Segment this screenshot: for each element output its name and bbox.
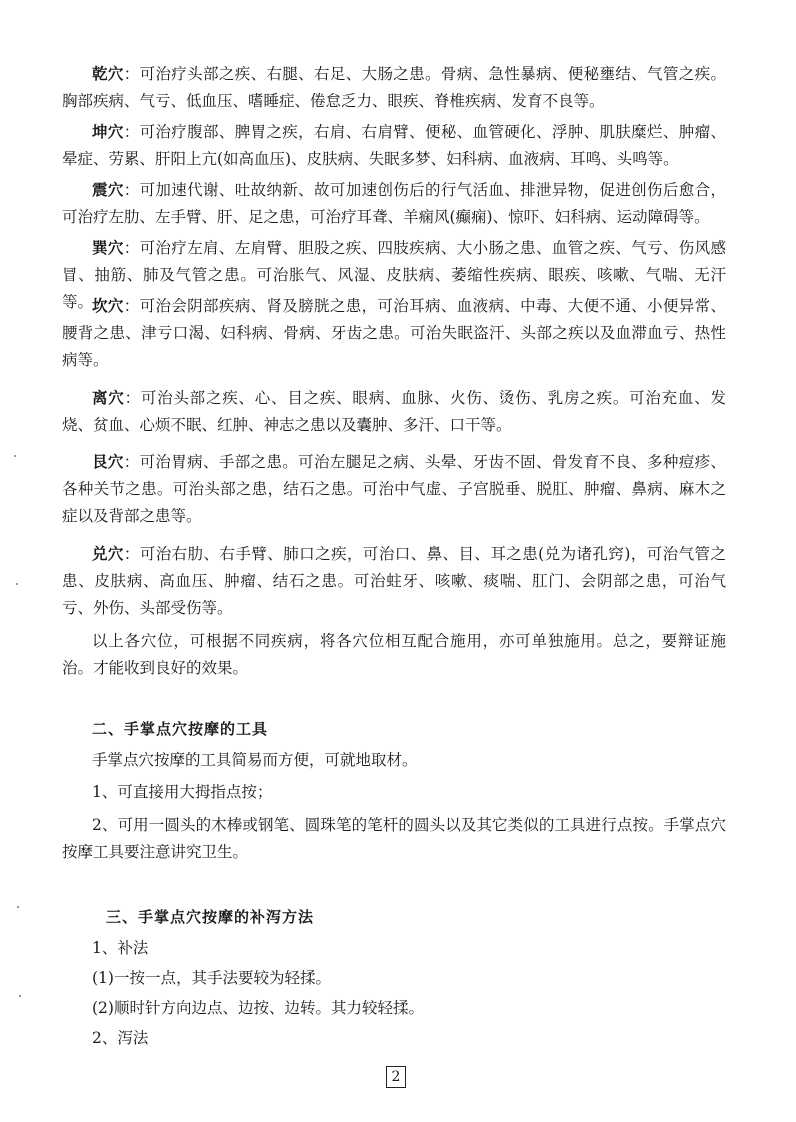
acupoint-term-kan: 坎穴 (92, 296, 124, 315)
acupoint-term-gen: 艮穴 (92, 452, 124, 471)
acupoint-text-xun: ：可治疗左肩、左肩臂、胆股之疾、四肢疾病、大小肠之患、血管之疾、气亏、伤风感冒、抽筋、肺及气管之患。可治胀气、风湿、皮肤病、萎缩性疾病、眼疾、咳嗽、气喘、无汗等。 (62, 239, 726, 311)
method-tonify-item-2: (2)顺时针方向边点、边按、边转。其力较轻揉。 (92, 999, 424, 1017)
method-reduce-title: 2、泻法 (92, 1029, 149, 1047)
method-tonify-item-1: (1)一按一点，其手法要较为轻揉。 (92, 969, 331, 987)
scan-speck (16, 583, 18, 585)
scan-speck (17, 906, 19, 908)
acupoint-text-kun: ：可治疗腹部、脾胃之疾，右肩、右肩臂、便秘、血管硬化、浮肿、肌肤糜烂、肿瘤、晕症、劳累、肝阳上亢(如高血压)、皮肤病、失眠多梦、妇科病、血液病、耳鸣、头鸣等。 (62, 123, 726, 168)
tools-item-2: 2、可用一圆头的木棒或钢笔、圆珠笔的笔杆的圆头以及其它类似的工具进行点按。手掌点穴按摩工具要注意讲究卫生。 (62, 816, 726, 861)
acupoint-text-li: ：可治头部之疾、心、目之疾、眼病、血脉、火伤、烫伤、乳房之疾。可治充血、发烧、贫血、心烦不眠、红肿、神志之患以及囊肿、多汗、口干等。 (62, 389, 726, 434)
acupoint-text-zhen: ：可加速代谢、吐故纳新、故可加速创伤后的行气活血、排泄异物，促进创伤后愈合，可治疗左肋、左手臂、肝、足之患，可治疗耳聋、羊痫风(癫痫)、惊吓、妇科病、运动障碍等。 (62, 181, 726, 226)
paragraph-zhen (62, 176, 726, 231)
acupoint-term-xun: 巽穴 (92, 238, 124, 257)
acupoint-term-zhen: 震穴 (92, 180, 124, 199)
page-number: 2 (386, 1066, 406, 1088)
paragraph-kan (62, 292, 726, 374)
paragraph-qian (62, 60, 726, 115)
tools-item-1: 1、可直接用大拇指点按； (92, 783, 273, 801)
scan-speck (14, 455, 16, 457)
paragraph-dui (62, 540, 726, 622)
acupoint-text-qian: ：可治疗头部之疾、右腿、右足、大肠之患。骨病、急性暴病、便秘壅结、气管之疾。胸部疾病、气亏、低血压、嗜睡症、倦怠乏力、眼疾、脊椎疾病、发育不良等。 (62, 65, 726, 110)
acupoint-term-li: 离穴 (92, 388, 125, 407)
section-heading-methods: 三、手掌点穴按摩的补泻方法 (106, 908, 315, 926)
acupoint-term-kun: 坤穴 (92, 122, 124, 141)
acupoint-term-qian: 乾穴 (92, 64, 124, 83)
section-heading-tools: 二、手掌点穴按摩的工具 (92, 720, 269, 738)
scan-speck (19, 995, 21, 997)
acupoint-text-dui: ：可治右肋、右手臂、肺口之疾，可治口、鼻、目、耳之患(兑为诸孔窍)，可治气管之患、皮肤病、高血压、肿瘤、结石之患。可治蛀牙、咳嗽、痰喘、肛门、会阴部之患，可治气亏、外伤、头部受伤等。 (62, 545, 726, 617)
paragraph-kun (62, 118, 726, 173)
acupoint-term-dui: 兑穴 (92, 544, 124, 563)
paragraph-gen (62, 448, 726, 530)
method-tonify-title: 1、补法 (92, 939, 149, 957)
paragraph-li (62, 384, 726, 439)
paragraph-summary: 以上各穴位，可根据不同疾病，将各穴位相互配合施用，亦可单独施用。总之，要辩证施治。才能收到良好的效果。 (62, 632, 726, 677)
tools-intro: 手掌点穴按摩的工具简易而方便，可就地取材。 (92, 751, 418, 769)
acupoint-text-kan: ：可治会阴部疾病、肾及膀胱之患，可治耳病、血液病、中毒、大便不通、小便异常、腰背之患、津亏口渴、妇科病、骨病、牙齿之患。可治失眠盗汗、头部之疾以及血滞血亏、热性病等。 (62, 297, 726, 369)
acupoint-text-gen: ：可治胃病、手部之患。可治左腿足之病、头晕、牙齿不固、骨发育不良、多种痘疹、各种关节之患。可治头部之患，结石之患。可治中气虚、子宫脱垂、脱肛、肿瘤、鼻病、麻木之症以及背部之患等。 (62, 453, 726, 525)
